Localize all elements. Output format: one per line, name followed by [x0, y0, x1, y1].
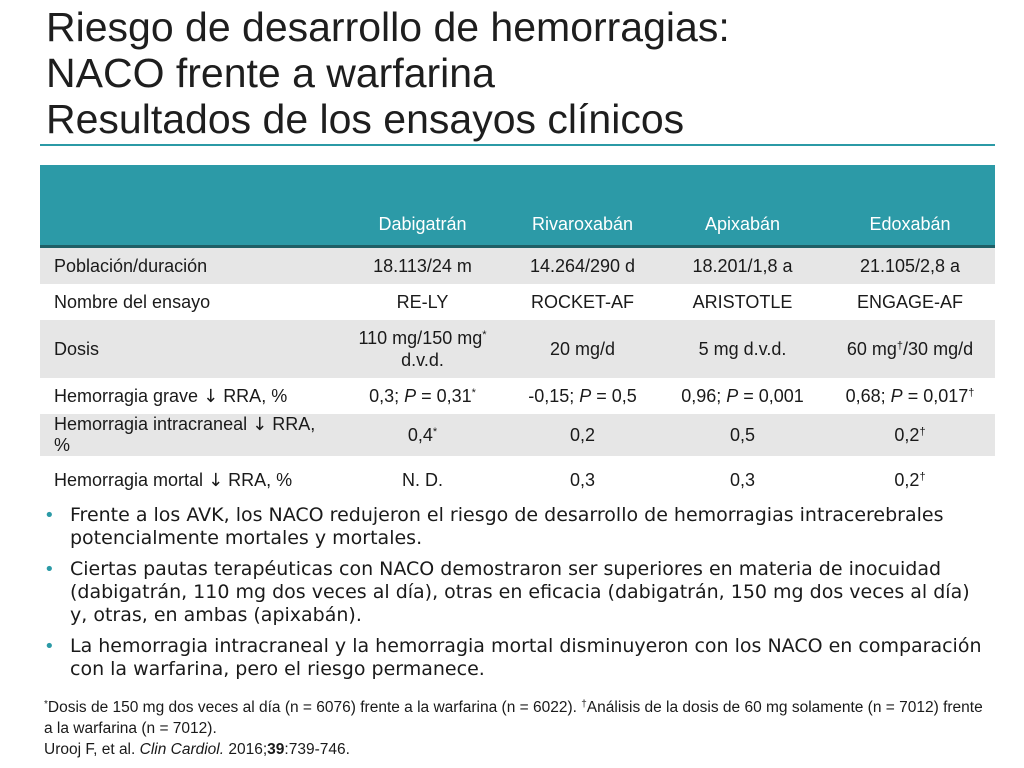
table-cell: 0,2† — [894, 469, 926, 490]
title-line-1: Riesgo de desarrollo de hemorragias: — [46, 4, 730, 50]
row-label: Hemorragia grave ↓ RRA, % — [54, 385, 288, 407]
header-rivaroxaban: Rivaroxabán — [505, 165, 660, 245]
row-label: Dosis — [40, 320, 340, 378]
list-item: • Ciertas pautas terapéuticas con NACO demostraron ser superiores en materia de inocuidad (dabigatrán, 110 mg dos veces al día), otras en eficacia (dabigatrán, 150 mg dos veces al día) y, otras, en ambas (apixabán). — [44, 558, 970, 626]
table-cell: 5 mg d.v.d. — [660, 320, 825, 378]
table-cell: 18.113/24 m — [340, 248, 505, 284]
table-cell: 0,2† — [825, 414, 995, 456]
bullet-icon: • — [44, 505, 55, 526]
table-cell: 0,96; P = 0,001 — [681, 385, 804, 406]
bullet-icon: • — [44, 559, 55, 580]
table-cell: 0,2 — [505, 414, 660, 456]
footnote-text: *Dosis de 150 mg dos veces al día (n = 6076) frente a la warfarina (n = 6022). †Análisis de la dosis de 60 mg solamente (n = 7012) frente a la warfarina (n = 7012). — [44, 699, 983, 737]
bullet-list — [42, 504, 982, 689]
table-cell: 0,68; P = 0,017† — [845, 385, 975, 406]
header-dabigatran: Dabigatrán — [340, 165, 505, 245]
table-cell: 0,4* — [340, 414, 505, 456]
table-row — [40, 378, 995, 414]
row-label: Población/duración — [40, 248, 340, 284]
table-row — [40, 284, 995, 320]
table-cell: 21.105/2,8 a — [825, 248, 995, 284]
table-cell: -0,15; P = 0,5 — [528, 385, 637, 406]
down-arrow-icon: ↓ — [203, 385, 219, 407]
title-line-3: Resultados de los ensayos clínicos — [46, 96, 685, 142]
table-cell: 20 mg/d — [505, 320, 660, 378]
header-apixaban: Apixabán — [660, 165, 825, 245]
table-cell: N. D. — [401, 469, 443, 490]
table-cell: 18.201/1,8 a — [660, 248, 825, 284]
down-arrow-icon: ↓ — [208, 469, 224, 491]
slide-title — [46, 4, 1006, 142]
list-item: • La hemorragia intracraneal y la hemorragia mortal disminuyeron con los NACO en comparación con la warfarina, pero el riesgo permanece. — [44, 635, 982, 680]
row-label: Hemorragia intracraneal ↓ RRA, % — [40, 414, 340, 456]
table-row — [40, 320, 995, 378]
table-cell: 0,3 — [569, 469, 596, 490]
list-item: • Frente a los AVK, los NACO redujeron el riesgo de desarrollo de hemorragias intracerebrales potencialmente mortales y mortales. — [44, 504, 944, 549]
results-table — [40, 165, 995, 504]
reference: Urooj F, et al. Clin Cardiol. 2016;39:739-746. — [44, 741, 350, 758]
table-cell: 110 mg/150 mg* d.v.d. — [340, 320, 505, 378]
row-label: Hemorragia mortal ↓ RRA, % — [54, 469, 293, 491]
table-cell: ROCKET-AF — [530, 291, 634, 312]
table-cell: RE-LY — [396, 291, 449, 312]
row-label: Nombre del ensayo — [54, 291, 211, 312]
table-cell: ENGAGE-AF — [856, 291, 963, 312]
table-cell: 14.264/290 d — [505, 248, 660, 284]
table-cell: 0,3 — [729, 469, 756, 490]
table-cell: ARISTOTLE — [692, 291, 793, 312]
table-row — [40, 456, 995, 504]
down-arrow-icon: ↓ — [252, 414, 268, 435]
footnote — [44, 697, 984, 760]
title-line-2: NACO frente a warfarina — [46, 50, 495, 96]
header-empty — [40, 165, 340, 245]
table-header-row — [40, 165, 995, 245]
title-divider — [40, 144, 995, 146]
table-cell: 0,5 — [660, 414, 825, 456]
bullet-icon: • — [44, 636, 55, 657]
table-row — [40, 248, 995, 284]
table-cell: 0,3; P = 0,31* — [369, 385, 476, 406]
table-cell: 60 mg†/30 mg/d — [825, 320, 995, 378]
table-row — [40, 414, 995, 456]
header-edoxaban: Edoxabán — [825, 165, 995, 245]
